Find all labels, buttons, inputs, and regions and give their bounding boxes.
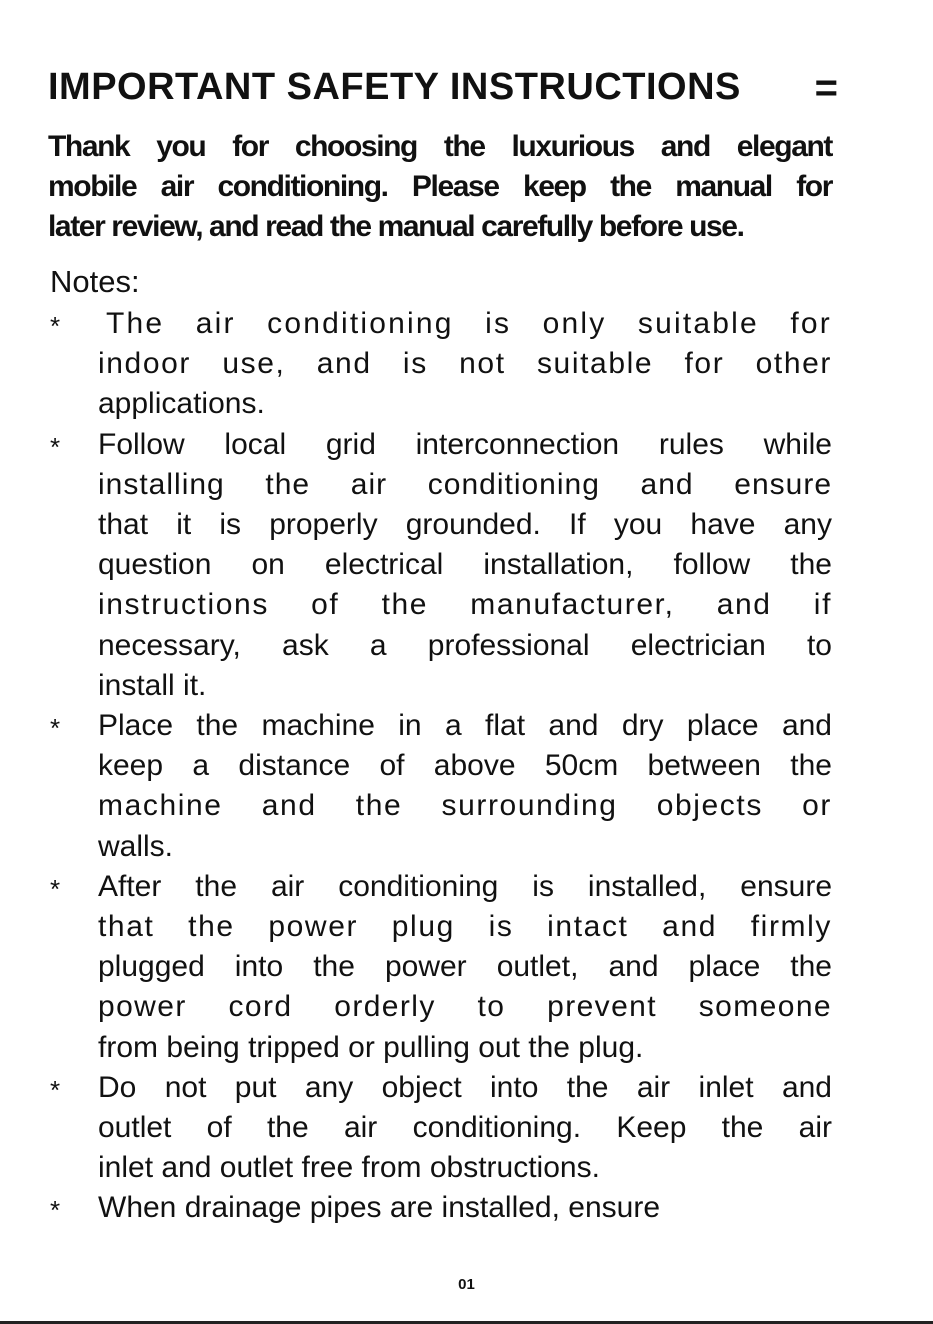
note-line: Follow local grid interconnection rules while	[98, 427, 832, 461]
note-line: applications.	[98, 387, 265, 421]
note-item	[50, 1188, 832, 1228]
bullet-asterisk: *	[50, 1195, 61, 1226]
note-line: keep a distance of above 50cm between the	[98, 749, 832, 783]
page-number: 01	[458, 1276, 475, 1293]
note-line: inlet and outlet free from obstructions.	[98, 1151, 600, 1185]
note-item	[50, 304, 832, 425]
intro-paragraph	[48, 127, 832, 247]
note-line: plugged into the power outlet, and place the	[98, 950, 832, 984]
note-line: that the power plug is intact and firmly	[98, 910, 832, 944]
note-line: instructions of the manufacturer, and if	[98, 588, 832, 622]
note-line: Do not put any object into the air inlet and	[98, 1070, 832, 1104]
note-line: indoor use, and is not suitable for other	[98, 347, 832, 381]
bullet-asterisk: *	[50, 713, 61, 744]
note-line: Place the machine in a flat and dry place and	[98, 709, 832, 743]
note-line: After the air conditioning is installed, ensure	[98, 869, 832, 903]
note-line: machine and the surrounding objects or	[98, 789, 832, 823]
note-line: question on electrical installation, follow the	[98, 548, 832, 582]
intro-line: later review, and read the manual carefully before use.	[48, 210, 744, 243]
note-line: The air conditioning is only suitable for	[106, 307, 832, 340]
note-line: necessary, ask a professional electrician to	[98, 628, 832, 662]
bullet-asterisk: *	[50, 311, 61, 341]
note-line: from being tripped or pulling out the plug.	[98, 1030, 644, 1064]
note-item	[50, 425, 832, 706]
note-line: power cord orderly to prevent someone	[98, 990, 832, 1024]
note-line: installing the air conditioning and ensure	[98, 467, 832, 501]
bullet-asterisk: *	[50, 873, 61, 904]
bullet-asterisk: *	[50, 431, 61, 462]
notes-heading: Notes:	[50, 264, 140, 299]
note-item	[50, 1068, 832, 1189]
notes-list	[50, 304, 832, 1229]
note-line: When drainage pipes are installed, ensure	[98, 1191, 661, 1225]
intro-line: mobile air conditioning. Please keep the manual for	[48, 170, 832, 203]
heading-equals-mark: =	[814, 65, 838, 110]
note-line: that it is properly grounded. If you have any	[98, 508, 832, 542]
note-item	[50, 867, 832, 1068]
intro-line: Thank you for choosing the luxurious and elegant	[48, 130, 832, 163]
note-line: walls.	[98, 829, 174, 863]
note-line: install it.	[98, 668, 207, 702]
note-item	[50, 706, 832, 867]
note-line: outlet of the air conditioning. Keep the air	[98, 1111, 832, 1145]
page-heading	[48, 66, 838, 109]
page-title: IMPORTANT SAFETY INSTRUCTIONS	[48, 66, 741, 108]
bullet-asterisk: *	[50, 1074, 61, 1105]
